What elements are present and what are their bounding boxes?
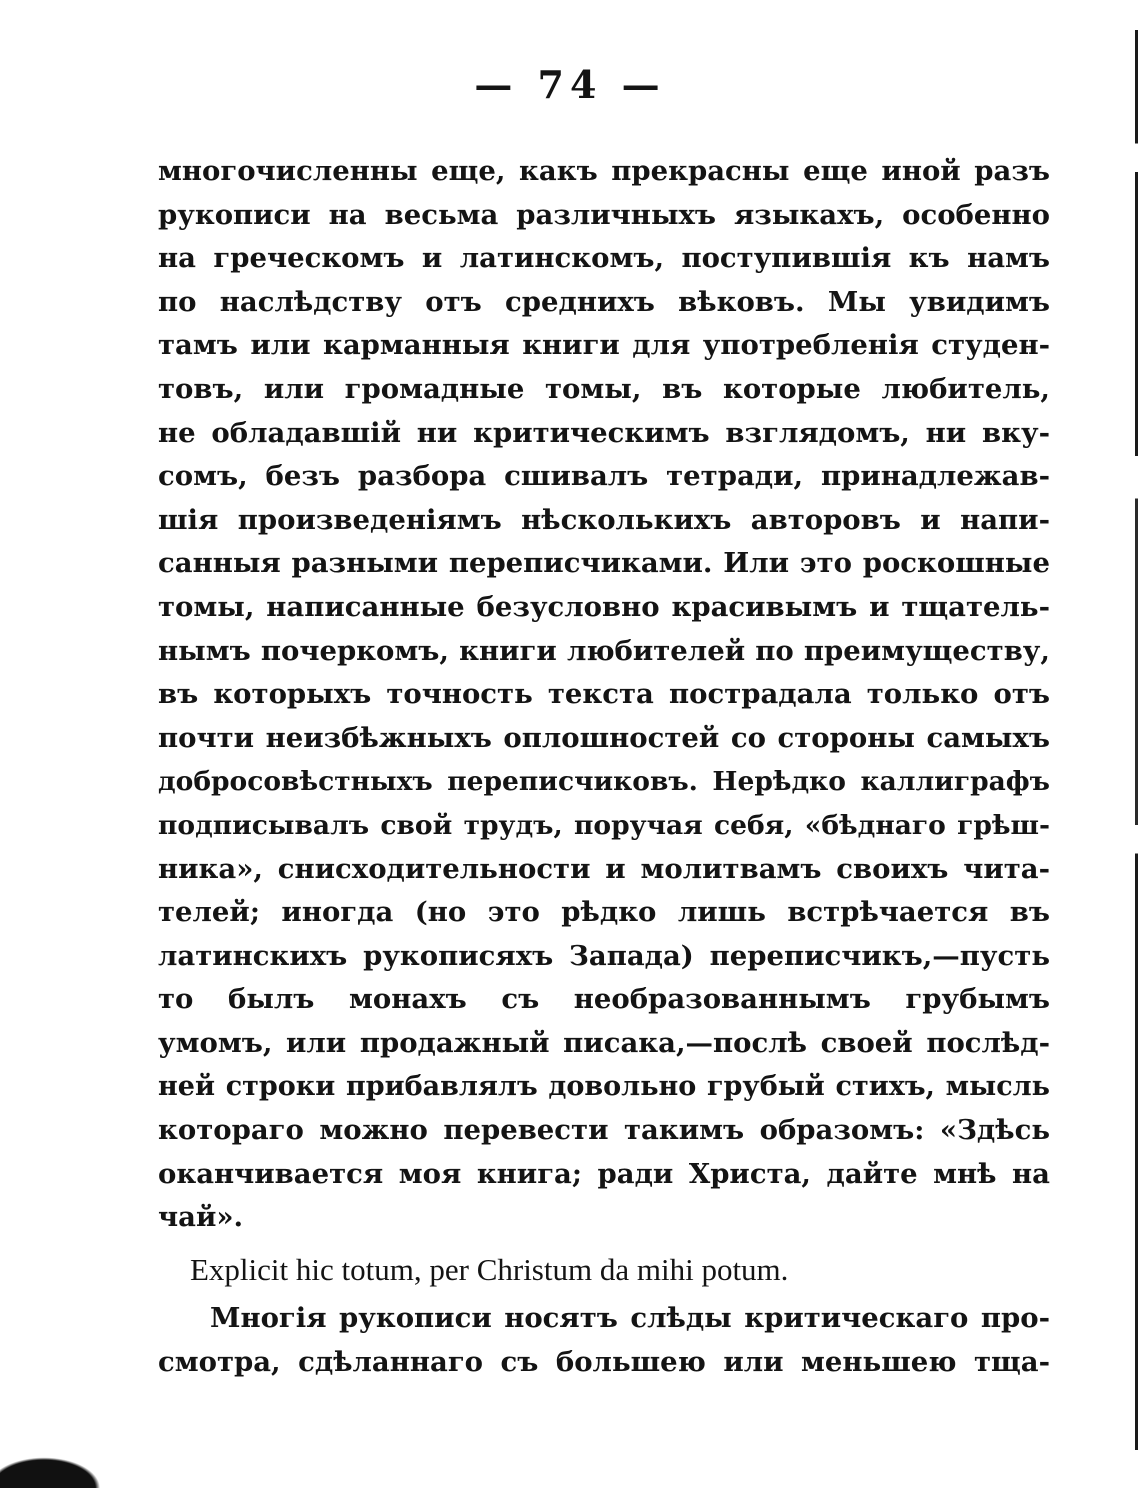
text-line: томы, написанные безусловно красивымъ и тщатель- (158, 590, 1050, 623)
text-line: санныя разными переписчиками. Или это роскошные (158, 547, 1050, 580)
text-line: умомъ, или продажный писака,—послѣ своей послѣд- (158, 1026, 1050, 1059)
text-line: почти неизбѣжныхъ оплошностей со стороны самыхъ (158, 721, 1050, 754)
latin-verse: Explicit hic totum, per Christum da mihi potum. (190, 1251, 789, 1287)
text-line: тамъ или карманныя книги для употребленія студен- (158, 329, 1050, 362)
text-line: латинскихъ рукописяхъ Запада) переписчикъ,—пусть (158, 939, 1050, 972)
text-line: въ которыхъ точность текста пострадала только отъ (158, 678, 1050, 711)
text-line: не обладавшій ни критическимъ взглядомъ, ни вку- (158, 416, 1050, 449)
paragraph-line: Многія рукописи носятъ слѣды критическаго про- (210, 1302, 1050, 1335)
ink-smudge (0, 1452, 110, 1488)
text-line: нымъ почеркомъ, книги любителей по преимуществу, (158, 634, 1050, 667)
text-line: многочисленны еще, какъ прекрасны еще иной разъ (158, 155, 1050, 187)
paragraph-line: смотра, сдѣланнаго съ большею или меньшею тща- (158, 1346, 1050, 1379)
text-line: по наслѣдству отъ среднихъ вѣковъ. Мы увидимъ (158, 285, 1050, 318)
text-line: телей; иногда (но это рѣдко лишь встрѣчается въ (158, 896, 1050, 929)
text-line: добросовѣстныхъ переписчиковъ. Нерѣдко каллиграфъ (158, 766, 1050, 798)
text-line: ней строки прибавлялъ довольно грубый стихъ, мысль (158, 1071, 1050, 1103)
text-line: оканчивается моя книга; ради Христа, дайте мнѣ на (158, 1157, 1050, 1190)
page-number: — 74 — (474, 62, 666, 107)
text-line: шія произведеніямъ нѣсколькихъ авторовъ и напи- (158, 503, 1050, 536)
text-line: сомъ, безъ разбора сшивалъ тетради, принадлежав- (158, 460, 1050, 493)
text-line: на греческомъ и латинскомъ, поступившія къ намъ (158, 242, 1050, 275)
text-line: то былъ монахъ съ необразованнымъ грубымъ (158, 983, 1050, 1016)
text-line: котораго можно перевести такимъ образомъ: «Здѣсь (158, 1114, 1050, 1147)
text-line: рукописи на весьма различныхъ языкахъ, особенно (158, 198, 1050, 231)
text-line: подписывалъ свой трудъ, поручая себя, «бѣднаго грѣш- (158, 809, 1050, 841)
page-edge-shadow (1135, 30, 1138, 1450)
text-line: чай». (158, 1201, 244, 1234)
page-text (158, 150, 1050, 1385)
text-line: ника», снисходительности и молитвамъ своихъ чита- (158, 852, 1050, 885)
text-line: товъ, или громадные томы, въ которые любитель, (158, 372, 1050, 405)
